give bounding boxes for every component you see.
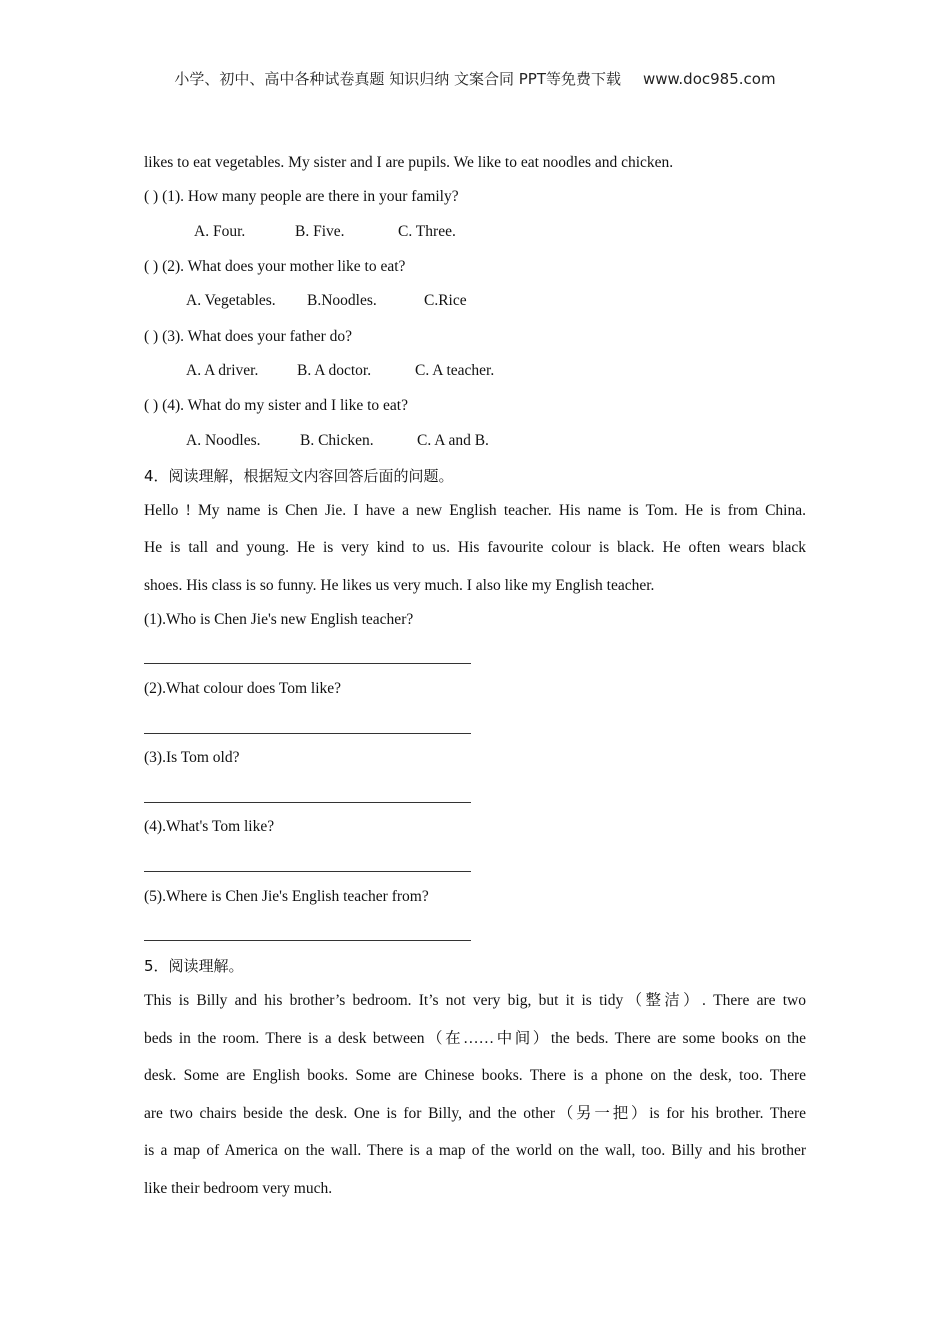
- header-url[interactable]: www.doc985.com: [642, 70, 776, 88]
- page-header: [0, 68, 950, 89]
- passage-line: are two chairs beside the desk. One is for Billy, and the other（另一把）is for his brother. There: [144, 1105, 806, 1122]
- passage-line: This is Billy and his brother’s bedroom. It’s not very big, but it is tidy（整洁）. There are two: [144, 992, 806, 1009]
- passage-line: Hello ! My name is Chen Jie. I have a new English teacher. His name is Tom. He is from China.: [144, 502, 806, 519]
- answer-line[interactable]: [144, 940, 471, 941]
- passage-line: is a map of America on the wall. There is a map of the world on the wall, too. Billy and his brother: [144, 1142, 806, 1159]
- option-a: A. Noodles.: [186, 432, 261, 449]
- option-b: B. A doctor.: [297, 362, 372, 379]
- question: (4).What's Tom like?: [144, 818, 275, 835]
- option-a: A. A driver.: [186, 362, 259, 379]
- question: (5).Where is Chen Jie's English teacher from?: [144, 888, 429, 905]
- passage-line: desk. Some are English books. Some are Chinese books. There is a phone on the desk, too. There: [144, 1067, 806, 1084]
- question: (3).Is Tom old?: [144, 749, 240, 766]
- answer-line[interactable]: [144, 663, 471, 664]
- options-row: [186, 431, 489, 451]
- question: (2).What colour does Tom like?: [144, 680, 342, 697]
- question-stem: ( ) (3). What does your father do?: [144, 328, 353, 345]
- option-c: C.Rice: [424, 292, 467, 309]
- reading-passage: [144, 501, 806, 596]
- answer-line[interactable]: [144, 871, 471, 872]
- passage-line: beds in the room. There is a desk between（在……中间）the beds. There are some books on the: [144, 1030, 806, 1047]
- answer-line[interactable]: [144, 802, 471, 803]
- options-row: [186, 291, 467, 311]
- header-title: 小学、初中、高中各种试卷真题 知识归纳 文案合同 PPT等免费下载: [174, 70, 621, 88]
- section-heading: 4．阅读理解，根据短文内容回答后面的问题。: [144, 467, 454, 485]
- options-row: [194, 222, 456, 242]
- option-b: B. Five.: [295, 223, 345, 240]
- answer-line[interactable]: [144, 733, 471, 734]
- question: (1).Who is Chen Jie's new English teacher?: [144, 611, 414, 628]
- question-stem: ( ) (4). What do my sister and I like to eat?: [144, 397, 408, 414]
- option-c: C. Three.: [398, 223, 456, 240]
- passage-line: like their bedroom very much.: [144, 1180, 333, 1197]
- question-stem: ( ) (1). How many people are there in your family?: [144, 188, 459, 205]
- options-row: [186, 361, 494, 381]
- section-heading: 5．阅读理解。: [144, 957, 244, 975]
- option-b: B. Chicken.: [300, 432, 374, 449]
- passage-line: He is tall and young. He is very kind to us. His favourite colour is black. He often wears black: [144, 539, 806, 556]
- question-stem: ( ) (2). What does your mother like to eat?: [144, 258, 406, 275]
- option-c: C. A teacher.: [415, 362, 495, 379]
- option-b: B.Noodles.: [307, 292, 377, 309]
- reading-passage: [144, 991, 806, 1199]
- option-c: C. A and B.: [417, 432, 489, 449]
- passage-line: shoes. His class is so funny. He likes us very much. I also like my English teacher.: [144, 577, 655, 594]
- option-a: A. Four.: [194, 223, 246, 240]
- option-a: A. Vegetables.: [186, 292, 276, 309]
- intro-tail: likes to eat vegetables. My sister and I are pupils. We like to eat noodles and chicken.: [144, 154, 674, 171]
